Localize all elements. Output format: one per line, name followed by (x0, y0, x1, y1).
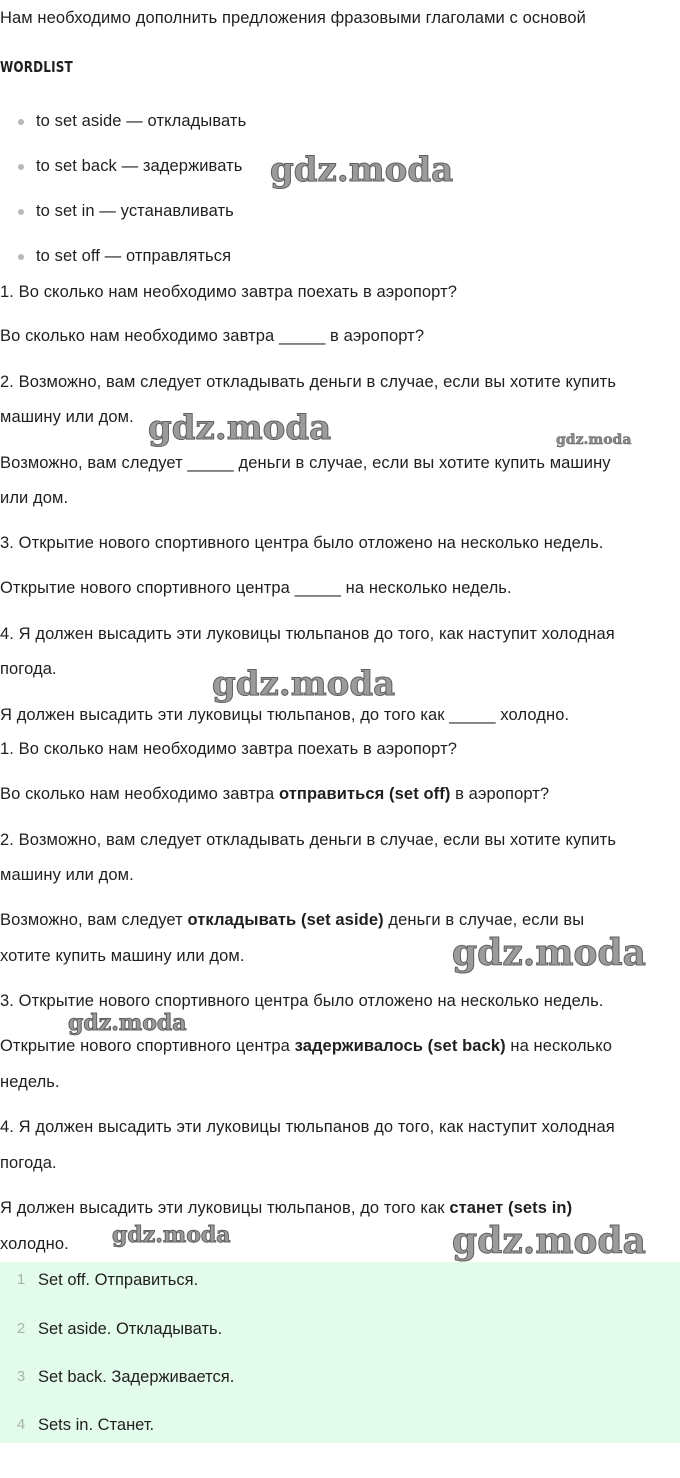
bullet-icon (18, 119, 24, 125)
answer-number: 3 (16, 1368, 26, 1385)
task-1-blank: Во сколько нам необходимо завтра _____ в аэропорт? (0, 327, 425, 345)
task-2-sentence-b: машину или дом. (0, 408, 134, 426)
solution-2-sentence-a: 2. Возможно, вам следует откладывать деньги в случае, если вы хотите купить (0, 831, 617, 849)
watermark: gdz.moda (556, 432, 632, 448)
list-item (0, 1317, 680, 1341)
watermark: gdz.moda (112, 1222, 231, 1248)
list-item (0, 1268, 680, 1292)
solution-3-answer: Открытие нового спортивного центра задерживалось (set back) на несколько (0, 1037, 613, 1055)
watermark: gdz.moda (212, 664, 396, 704)
task-2-sentence-a: 2. Возможно, вам следует откладывать деньги в случае, если вы хотите купить (0, 373, 617, 391)
intro-text: Нам необходимо дополнить предложения фразовыми глаголами с основой (0, 9, 586, 27)
answers-list (0, 1262, 680, 1443)
task-2-blank-a: Возможно, вам следует _____ деньги в случае, если вы хотите купить машину (0, 454, 611, 472)
list-item (0, 1365, 680, 1389)
solution-1-sentence: 1. Во сколько нам необходимо завтра поехать в аэропорт? (0, 740, 458, 758)
answer-number: 4 (16, 1416, 26, 1433)
list-item: to set off — отправляться (36, 247, 232, 265)
watermark: gdz.moda (148, 408, 332, 448)
answer-highlight: задерживалось (set back) (294, 1037, 506, 1055)
solution-4-answer-b: холодно. (0, 1235, 69, 1253)
task-3-blank: Открытие нового спортивного центра _____ на несколько недель. (0, 579, 512, 597)
list-item: to set aside — откладывать (36, 112, 247, 130)
answer-text: Sets in. Станет. (38, 1416, 155, 1434)
answer-highlight: станет (sets in) (449, 1199, 573, 1217)
answer-highlight: отправиться (set off) (278, 785, 451, 803)
task-4-sentence-a: 4. Я должен высадить эти луковицы тюльпанов до того, как наступит холодная (0, 625, 615, 643)
answer-highlight: откладывать (set aside) (187, 911, 384, 929)
solution-2-sentence-b: машину или дом. (0, 866, 134, 884)
solution-3-answer-b: недель. (0, 1073, 60, 1091)
watermark: gdz.moda (270, 150, 454, 190)
task-4-sentence-b: погода. (0, 660, 57, 678)
bullet-icon (18, 209, 24, 215)
solution-4-sentence-a: 4. Я должен высадить эти луковицы тюльпанов до того, как наступит холодная (0, 1118, 615, 1136)
task-2-blank-b: или дом. (0, 489, 69, 507)
list-item: to set back — задерживать (36, 157, 243, 175)
solution-1-answer: Во сколько нам необходимо завтра отправиться (set off) в аэропорт? (0, 785, 550, 803)
task-1-sentence: 1. Во сколько нам необходимо завтра поехать в аэропорт? (0, 283, 458, 301)
answer-text: Set off. Отправиться. (38, 1271, 199, 1289)
wordlist-heading: WORDLIST (0, 58, 73, 76)
bullet-icon (18, 254, 24, 260)
task-3-sentence: 3. Открытие нового спортивного центра было отложено на несколько недель. (0, 534, 604, 552)
watermark: gdz.moda (452, 932, 646, 974)
answer-number: 2 (16, 1320, 26, 1337)
answer-text: Set aside. Откладывать. (38, 1320, 223, 1338)
solution-2-answer: Возможно, вам следует откладывать (set aside) деньги в случае, если вы (0, 911, 585, 929)
watermark: gdz.moda (68, 1010, 187, 1036)
solution-3-sentence: 3. Открытие нового спортивного центра было отложено на несколько недель. (0, 992, 604, 1010)
list-item (0, 1413, 680, 1437)
solution-2-answer-b: хотите купить машину или дом. (0, 947, 245, 965)
answer-number: 1 (16, 1271, 26, 1288)
solution-4-answer: Я должен высадить эти луковицы тюльпанов, до того как станет (sets in) (0, 1199, 573, 1217)
solution-4-sentence-b: погода. (0, 1154, 57, 1172)
task-4-blank: Я должен высадить эти луковицы тюльпанов, до того как _____ холодно. (0, 706, 570, 724)
answer-text: Set back. Задерживается. (38, 1368, 235, 1386)
bullet-icon (18, 164, 24, 170)
list-item: to set in — устанавливать (36, 202, 234, 220)
watermark: gdz.moda (452, 1220, 646, 1262)
